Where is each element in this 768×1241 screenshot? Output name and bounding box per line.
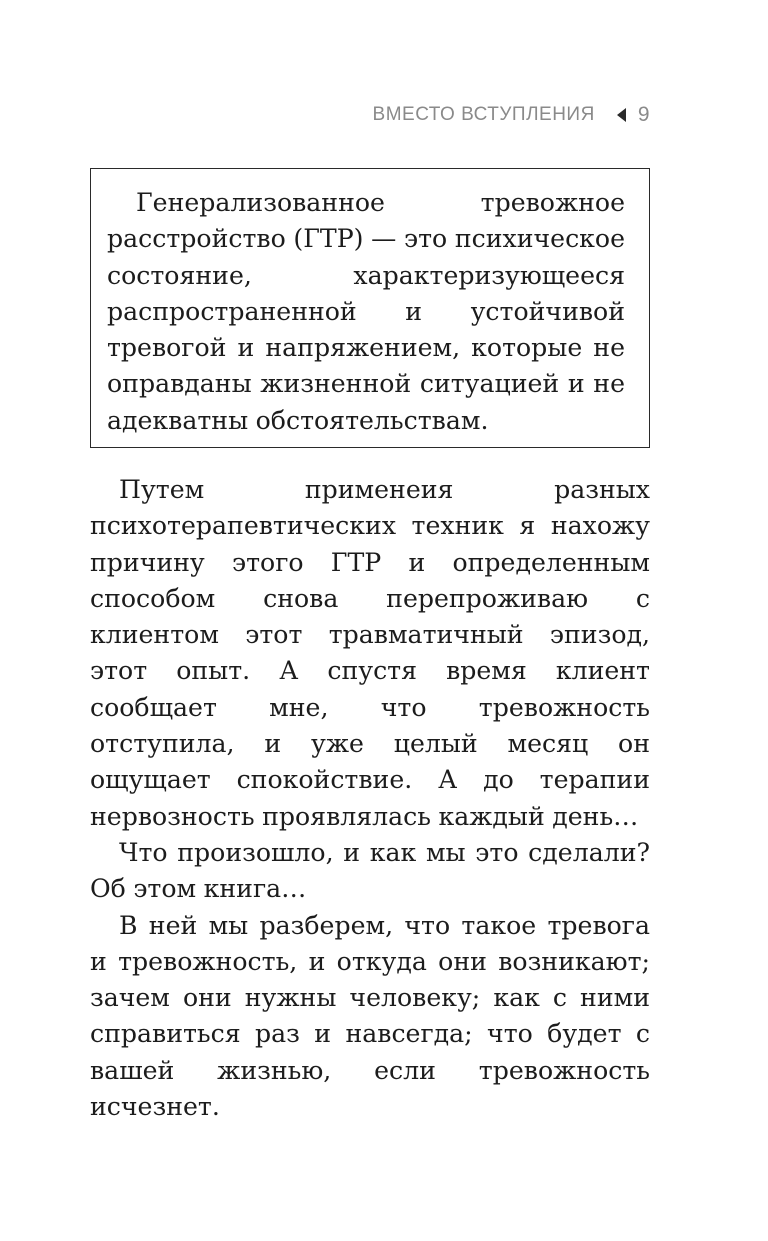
page-number: 9	[637, 103, 650, 126]
paragraph-3: В ней мы разберем, что такое тревога и тревожность, и откуда они возникают; зачем они нужны человеку; как с ними справиться раз и навсегда; что будет с вашей жизнью, если тревожность исчезнет.	[90, 910, 650, 1122]
section-title: ВМЕСТО ВСТУПЛЕНИЯ	[372, 104, 595, 125]
paragraph-2: Что произошло, и как мы это сделали? Об этом книга…	[90, 837, 650, 904]
left-arrow-icon	[617, 108, 626, 122]
definition-box	[90, 168, 650, 448]
definition-text: Генерализованное тревожное расстройство (ГТР) — это психическое состояние, характеризующееся распространенной и устойчивой тревогой и напряжением, которые не оправданы жизненной ситуацией и не адекватны обстоятельствам.	[107, 188, 625, 435]
body-text	[90, 472, 650, 1125]
paragraph-1: Путем применеия разных психотерапевтических техник я нахожу причину этого ГТР и определенным способом снова перепроживаю с клиентом этот травматичный эпизод, этот опыт. А спустя время клиент сообщает мне, что тревожность отступила, и уже целый месяц он ощущает спокойствие. А до терапии нервозность проявлялась каждый день…	[90, 475, 650, 831]
running-header	[373, 103, 650, 127]
